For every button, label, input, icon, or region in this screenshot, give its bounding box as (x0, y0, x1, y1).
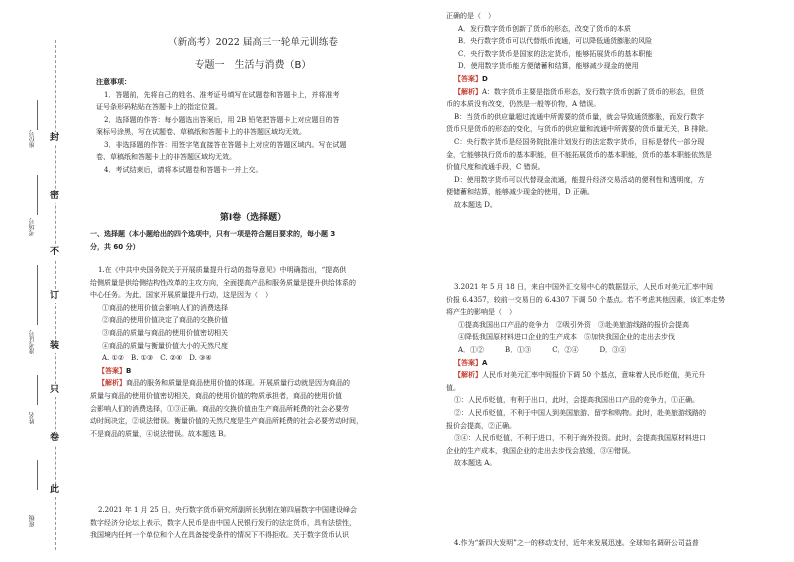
question-stem: 数字经济分论坛上表示，数字人民币是由中国人民银行发行的法定货币，具有法偿性， (90, 518, 356, 527)
strip-char: 此 (50, 485, 60, 495)
seat-number-label: 座位号 (29, 130, 36, 148)
analysis-text: 故本题选 D。 (454, 200, 497, 209)
question-1 (90, 264, 422, 440)
analysis-tag: 【解析】 (454, 87, 482, 96)
answer-tag: 【答案】 (454, 74, 482, 83)
name-label: 姓名 (29, 412, 36, 424)
question-option: ④降低我国原材料进口企业的生产成本 ⑤加快我国企业的走出去步伐 (458, 333, 675, 342)
notice-line: 卷、草稿纸和答题卡上的非答题区域均无效。 (96, 153, 236, 161)
analysis-text: 货币只是货币的形态的变化，与货币的供应量和流通中所需要的货币量无关，B 排除。 (446, 125, 713, 134)
analysis-text: C：央行数字货币是经国务院批准计划发行的法定数字货币，目标是替代一部分现 (454, 137, 705, 146)
admission-number-label: 准考证号 (29, 330, 36, 354)
analysis-row (446, 86, 782, 99)
analysis-text: A：数字货币主要是指货币形态，发行数字货币创新了货币的形态，但货 (482, 87, 705, 96)
question-3 (446, 281, 782, 470)
analysis-text: 人民币对美元汇率中间报价下调 50 个基点，意味着人民币贬值，美元升 (482, 371, 706, 380)
answer-value: B (126, 366, 132, 375)
question-option: B．央行数字货币可以代替纸币流通，可以降低通货膨胀的风险 (458, 37, 653, 46)
question-stem: 2.2021 年 1 月 25 日，央行数字货币研究所副所长狄刚在第四届数字中国建设峰会 (98, 506, 357, 514)
notice-heading: 注意事项： (96, 78, 131, 86)
analysis-text: 质量与商品的使用价值密切相关，商品的使用价值的物质承担者，商品的使用价值 (90, 391, 342, 400)
question-stem: 1.在《中共中央国务院关于开展质量提升行动的指导意见》中明确指出，“提高供 (98, 266, 347, 274)
notice-line: 1．答题前，先将自己的姓名、准考证号填写在试题卷和答题卡上，并将准考 (104, 90, 340, 99)
analysis-row (446, 369, 782, 382)
binding-strip (0, 0, 80, 562)
strip-char: 只 (50, 385, 60, 395)
exam-room-label: 考场号 (29, 218, 36, 236)
notice-line: 2．选择题的作答：每小题选出答案后，用 2B 铅笔把答题卡上对应题目的答 (104, 115, 340, 124)
answer-tag: 【答案】 (454, 358, 482, 367)
analysis-tag: 【解析】 (98, 379, 126, 388)
analysis-text: 动时间决定，②说法错误。衡量价值的天然尺度是生产商品所耗费的社会必要劳动时间， (90, 417, 363, 426)
question-stem: 将产生的影响是（ ） (446, 308, 516, 317)
analysis-text: 便储蓄和结算，能够减少现金的使用，D 正确。 (446, 188, 594, 197)
exam-subtitle: 专题一 生活与消费（B） (194, 60, 312, 71)
strip-char: 密 (50, 191, 60, 201)
answer-value: D (482, 74, 488, 83)
section-title: 第Ⅰ卷（选择题） (219, 213, 287, 223)
section-heading (84, 210, 422, 223)
answer-row (446, 73, 782, 86)
fill-line (37, 265, 38, 325)
fill-line (37, 100, 38, 130)
analysis-text: ②：人民币贬值，不利于中国人到美国旅游、留学和购物。此时，赴美旅游线路的 (454, 408, 706, 417)
notice-line: 3．非选择题的作答：用签字笔直接答在答题卡上对应的答题区域内。写在试题 (104, 140, 347, 149)
analysis-text: B：当货币的供应量超过流通中所需要的货币量，就会导致通货膨胀，而发行数字 (454, 112, 705, 121)
class-label: 班级 (29, 515, 36, 527)
choice-instruction (90, 228, 422, 253)
answer-tag: 【答案】 (98, 366, 126, 375)
analysis-text: ③④：人民币贬值，不利于进口，不利于海外投资。此时，会提高我国原材料进口 (454, 434, 706, 443)
analysis-text: 币的本质没有改变，仍然是一般等价物，A 错误。 (446, 100, 601, 109)
fill-line (37, 175, 38, 215)
answer-row (90, 365, 422, 378)
answer-row (446, 357, 782, 370)
exam-title: （新高考）2022 届高三一轮单元训练卷 (168, 37, 338, 48)
question-stem: 给侧质量是供给侧结构性改革的主攻方向，全面提高产品和服务质量是提升供给体系的 (90, 278, 356, 287)
notice-line: 4．考试结束后，请将本试题卷和答题卡一并上交。 (104, 165, 263, 174)
strip-char: 封 (50, 133, 60, 143)
analysis-tag: 【解析】 (454, 371, 482, 380)
analysis-text: 值。 (446, 383, 460, 392)
analysis-text: ①：人民币贬值，有利于出口，此时，会提高我国出口产品的竞争力，①正确。 (454, 396, 699, 405)
notice-line: 案标号涂黑，写在试题卷、草稿纸和答题卡上的非答题区域均无效。 (96, 128, 306, 136)
question-stem: 我国境内任何一个单位和个人在具备接受条件的情况下不得拒收。关于数字货币认识 (90, 531, 349, 540)
analysis-text: 故本题选 A。 (454, 459, 497, 468)
instruction-line: 一、选择题（本小题给出的四个选项中，只有一项是符合题目要求的，每小题 3 (90, 230, 336, 238)
question-stem: 4.作为“新四大发明”之一的移动支付，近年来发展迅速。全球知名调研公司益普 (454, 539, 699, 547)
analysis-text: 不是商品的质量，④说法错误。故本题选 B。 (90, 429, 231, 438)
question-4-start (446, 537, 782, 550)
answer-value: A (482, 358, 488, 367)
analysis-text: 报价会提高，②正确。 (446, 421, 516, 430)
notice-line: 证号条形码粘贴在答题卡上的指定位置。 (96, 103, 222, 111)
question-stem: 3.2021 年 5 月 18 日，来自中国外汇交易中心的数据显示，人民币对美元汇率中间 (454, 283, 713, 291)
answer-choices: A．①② B．①③ C．②④ D．③④ (458, 345, 627, 354)
fill-line (37, 460, 38, 490)
strip-char: 卷 (50, 433, 60, 443)
question-option: ①提高我国出口产品的竞争力 ②吸引外资 ③赴美旅游线路的报价会提高 (458, 320, 689, 329)
question-stem: 中心任务。为此，国家开展质量提升行动，这是因为（ ） (90, 291, 272, 300)
question-option: D．使用数字货币能方便储蓄和结算，能够减少现金的使用 (458, 62, 639, 71)
analysis-text: 企业的生产成本，我国企业的走出去步伐会放缓，③④错误。 (446, 446, 635, 455)
strip-char: 不 (50, 247, 60, 257)
strip-char: 装 (50, 341, 60, 351)
analysis-text: 价值尺度和流通手段，C 错误。 (446, 163, 545, 172)
instruction-line: 分，共 60 分） (90, 242, 140, 251)
analysis-text: 会影响人们的消费选择，①③正确。商品的交换价值由生产商品所耗费的社会必要劳 (90, 404, 349, 413)
question-option: ①商品的使用价值会影响人们的消费选择 (102, 303, 228, 312)
question-stem: 正确的是（ ） (446, 12, 495, 20)
analysis-text: D：使用数字货币可以代替现金流通，能提升经济交易活动的便利性和透明度，方 (454, 175, 705, 184)
analysis-row (90, 377, 422, 390)
question-option: ④商品的质量与衡量价值大小的天然尺度 (102, 341, 228, 350)
notice-block (96, 76, 422, 176)
question-stem: 价报 6.4357，较前一交易日的 6.4307 下调 50 个基点。若不考虑其他因素，该汇率走势 (446, 295, 726, 304)
question-option: C．央行数字货币是国家的法定货币，能够拓展货币的基本职能 (458, 49, 653, 58)
analysis-text: 商品的服务和质量是商品使用价值的体现。开展质量行动就是因为商品的 (126, 379, 350, 388)
question-option: ②商品的使用价值决定了商品的交换价值 (102, 316, 228, 325)
analysis-text: 金，它能够执行货币的基本职能，但不能拓展货币的基本职能，货币的基本职能依然是 (446, 150, 712, 159)
question-option: ③商品的质量与商品的使用价值密切相关 (102, 328, 228, 337)
fill-line (37, 375, 38, 405)
question-2-continued (446, 10, 782, 212)
question-2-start (90, 504, 422, 542)
answer-choices: A. ①② B. ①③ C. ②④ D. ③④ (102, 354, 212, 363)
question-option: A．发行数字货币创新了货币的形态，改变了货币的本质 (458, 24, 632, 33)
strip-char: 订 (50, 291, 60, 301)
